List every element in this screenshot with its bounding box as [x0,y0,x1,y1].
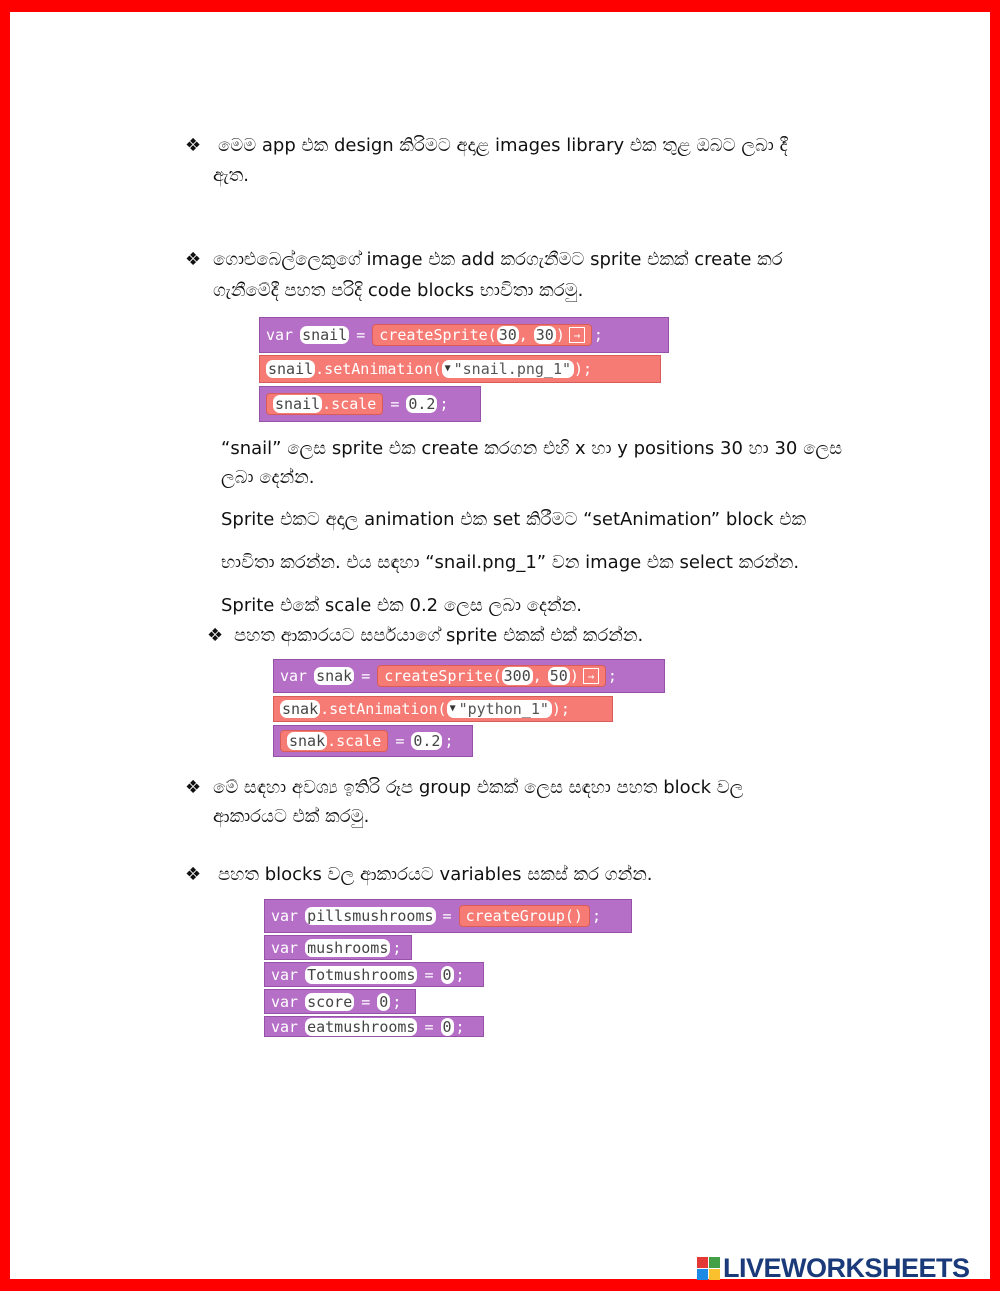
bullet-icon: ❖ [185,864,202,885]
code-semicolon: ; [444,732,454,750]
bullet-icon: ❖ [185,249,202,270]
code-semicolon: ; [591,907,601,925]
code-scale-value: 0.2 [413,732,441,750]
bullet-icon: ❖ [185,777,202,798]
code-method: .setAnimation( [315,360,442,378]
code-semicolon: ; [607,667,617,685]
code-variable-name: eatmushrooms [307,1017,416,1036]
code-paren: ) [569,667,579,685]
code-keyword: var [271,1017,299,1036]
dropdown-triangle-icon: ▼ [449,703,456,714]
code-create-sprite [372,324,592,346]
bullet-3-line-1: පහත ආකාරයට සර්පයාගේ sprite එකක් එක් කරන්න. [234,625,644,646]
code-block-scale-snail [259,386,481,422]
code-create-group [459,905,590,927]
code-variable-name: snail [268,360,314,378]
logo-square [709,1269,720,1280]
code-block-scale-snake [273,725,473,757]
code-arg-y: 30 [535,326,554,344]
code-operator: = [395,732,405,750]
code-block-var-pillsmushrooms [264,899,632,933]
bullet-5-line-1: පහත blocks වල ආකාරයට variables සකස් කර ගන්න. [218,864,653,885]
arrow-right-icon: → [583,668,599,684]
code-semicolon: ; [593,326,603,344]
code-create-sprite [377,665,606,687]
code-variable-name: Totmushrooms [307,965,416,984]
code-paren: ) [555,326,565,344]
code-scale-value: 0.2 [408,395,436,413]
code-value: 0 [379,992,389,1011]
code-block-var-score [264,989,416,1014]
code-semicolon: ; [455,965,465,984]
code-arg-x: 30 [498,326,517,344]
arrow-right-icon: → [569,327,585,343]
code-variable-name: snail [275,395,321,413]
code-block-var-totmushrooms [264,962,484,987]
code-block-var-snail [259,317,669,353]
code-keyword: var [271,938,299,957]
code-semicolon: ; [392,992,402,1011]
code-keyword: var [271,992,299,1011]
code-value: 0 [442,965,452,984]
code-keyword: var [280,667,308,685]
code-variable-name: snail [302,326,348,344]
paragraph-1-line-1: “snail” ලෙස sprite එක create කරගන එහි x හා y positions 30 හා 30 ලෙස [221,438,843,459]
code-function: createSprite( [379,326,497,344]
bullet-1-line-2: ඇත. [213,165,249,186]
bullet-2-line-1: ගොළුබෙල්ලෙකුගේ image එක add කරගැනීමට sprite එකක් create කර [213,249,783,270]
code-block-var-mushrooms [264,935,412,960]
paragraph-1-line-2: ලබා දෙන්න. [221,467,315,488]
code-method: .setAnimation( [320,700,447,718]
code-semicolon: ; [392,938,402,957]
code-scale-target [266,393,383,415]
bullet-4-line-2: ආකාරයට එක් කරමු. [213,806,370,827]
paragraph-2-line-2: භාවිතා කරන්න. එය සඳහා “snail.png_1” වන image එක select කරන්න. [221,552,800,573]
code-variable-name: snak [289,732,326,750]
code-variable-name: pillsmushrooms [307,907,434,925]
code-function: createGroup() [465,907,583,925]
code-animation-dropdown [442,360,574,378]
code-animation-value: "snail.png_1" [453,360,572,378]
liveworksheets-logo [697,1253,970,1283]
code-operator: = [442,907,452,925]
code-animation-value: "python_1" [458,700,549,718]
code-block-var-eatmushrooms [264,1016,484,1037]
code-semicolon: ; [455,1017,465,1036]
code-function: createSprite( [384,667,502,685]
code-keyword: var [271,965,299,984]
code-block-var-snake [273,659,665,693]
code-arg-y: 50 [549,667,568,685]
logo-square [697,1269,708,1280]
bullet-4-line-1: මේ සඳහා අවශ්‍ය ඉතිරි රූප group එකක් ලෙස සඳහා පහත block වල [213,777,744,798]
code-property: .scale [322,395,377,413]
code-animation-dropdown [447,700,552,718]
code-keyword: var [266,326,294,344]
code-operator: = [361,992,371,1011]
code-comma: , [532,667,542,685]
bullet-1-line-1: මෙම app එක design කිරිමට අදාළ images library එක තුළ ඔබට ලබා දී [218,135,788,156]
bullet-2-line-2: ගැනීමේදී පහත පරිදි code blocks භාවිතා කරමු. [213,280,584,301]
code-arg-x: 300 [503,667,531,685]
bullet-icon: ❖ [207,625,224,646]
logo-text: LIVEWORKSHEETS [723,1252,970,1283]
logo-square [697,1257,708,1268]
code-operator: = [424,965,434,984]
code-variable-name: score [307,992,353,1011]
code-operator: = [356,326,366,344]
code-operator: = [361,667,371,685]
code-property: .scale [327,732,382,750]
code-scale-target [280,730,388,752]
code-block-set-animation-snake [273,696,613,722]
code-variable-name: snak [316,667,353,685]
code-variable-name: snak [282,700,319,718]
code-operator: = [390,395,400,413]
paragraph-2-line-1: Sprite එකට අදාල animation එක set කිරීමට “setAnimation” block එක [221,509,807,530]
code-operator: = [424,1017,434,1036]
code-value: 0 [442,1017,452,1036]
paragraph-3-line-1: Sprite එකේ scale එක 0.2 ලෙස ලබා දෙන්න. [221,595,582,616]
code-variable-name: mushrooms [307,938,389,957]
code-semicolon: ; [439,395,449,413]
code-paren: ); [574,360,593,378]
code-keyword: var [271,907,299,925]
logo-grid-icon [697,1257,720,1280]
bullet-icon: ❖ [185,135,202,156]
code-comma: , [518,326,528,344]
dropdown-triangle-icon: ▼ [444,363,451,374]
logo-square [709,1257,720,1268]
code-block-set-animation-snail [259,355,661,383]
code-paren: ); [551,700,570,718]
